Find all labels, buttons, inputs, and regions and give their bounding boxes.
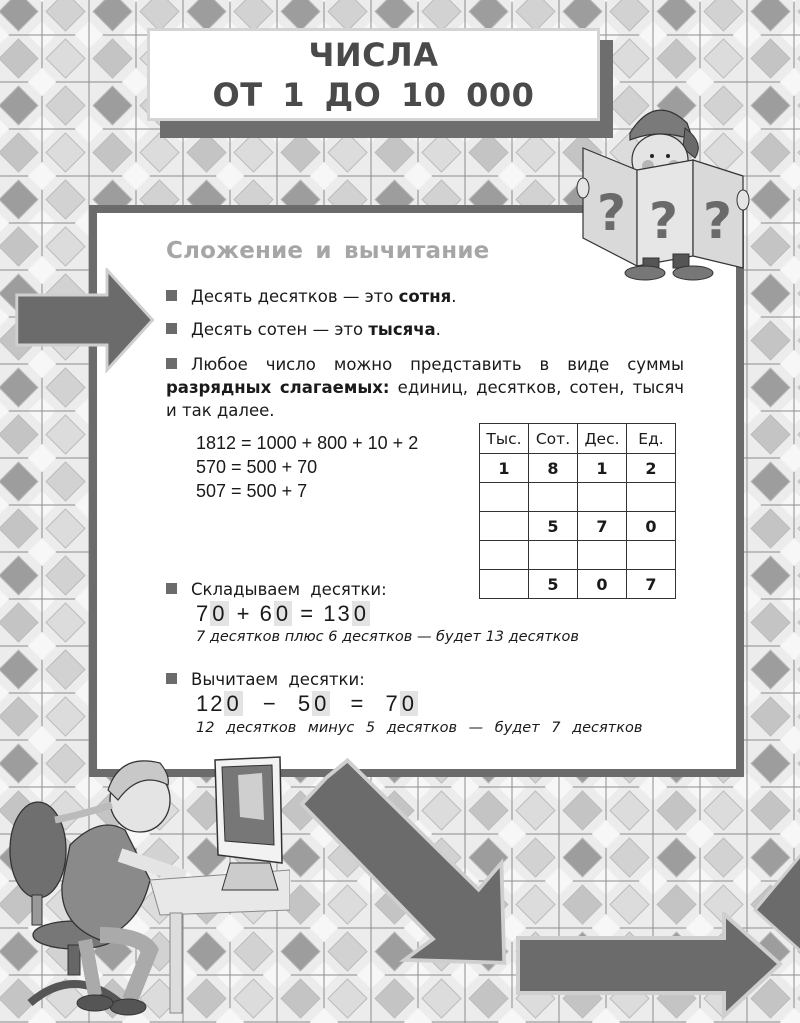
table-header-row — [480, 424, 676, 454]
table-row — [480, 541, 676, 570]
bullet-square-icon — [166, 358, 177, 369]
header-hundreds: Сот. — [529, 424, 578, 454]
header-thousands: Тыс. — [480, 424, 529, 454]
header-units: Ед. — [627, 424, 676, 454]
boy-with-question-sign-illustration — [575, 88, 750, 283]
table-cell — [480, 483, 529, 512]
place-value-table — [479, 423, 676, 599]
table-cell — [578, 483, 627, 512]
table-cell — [578, 541, 627, 570]
addition-label: Складываем десятки: — [166, 580, 387, 599]
table-cell: 2 — [627, 454, 676, 483]
bullet-square-icon — [166, 583, 177, 594]
table-cell — [529, 541, 578, 570]
table-row — [480, 570, 676, 599]
table-cell: 1 — [480, 454, 529, 483]
page-title-line-2: ОТ 1 ДО 10 000 — [212, 75, 535, 114]
table-cell: 7 — [578, 512, 627, 541]
bullet-square-icon — [166, 290, 177, 301]
question-mark-icon: ? — [649, 192, 679, 250]
table-cell: 8 — [529, 454, 578, 483]
table-cell: 7 — [627, 570, 676, 599]
question-mark-icon: ? — [703, 192, 733, 250]
table-cell: 0 — [578, 570, 627, 599]
section-title: Сложение и вычитание — [166, 238, 490, 264]
bullet-square-icon — [166, 323, 177, 334]
header-tens: Дес. — [578, 424, 627, 454]
bullet-square-icon — [166, 673, 177, 684]
equation-507: 507 = 500 + 7 — [196, 481, 308, 501]
fact-thousand: Десять сотен — это тысяча. — [166, 320, 441, 339]
table-cell — [529, 483, 578, 512]
subtraction-note: 12 десятков минус 5 десятков — будет 7 десятков — [196, 720, 643, 736]
table-cell: 5 — [529, 512, 578, 541]
table-cell: 1 — [578, 454, 627, 483]
equation-1812: 1812 = 1000 + 800 + 10 + 2 — [196, 433, 419, 453]
subtraction-label: Вычитаем десятки: — [166, 670, 365, 689]
table-cell — [480, 512, 529, 541]
question-mark-icon: ? — [597, 184, 627, 242]
title-box — [147, 28, 600, 121]
page-title-line-1: ЧИСЛА — [308, 35, 439, 74]
addition-equation: 70 + 60 = 130 — [196, 601, 368, 626]
partial-arrow-icon — [745, 840, 800, 960]
table-cell: 0 — [627, 512, 676, 541]
table-row — [480, 454, 676, 483]
girl-at-computer-illustration — [0, 745, 290, 1023]
table-row — [480, 512, 676, 541]
table-cell — [627, 541, 676, 570]
table-cell — [627, 483, 676, 512]
place-value-paragraph: Любое число можно представить в виде суммы разрядных слагаемых: единиц, десятков, сотен, тысяч и так далее. — [166, 355, 684, 420]
equation-570: 570 = 500 + 70 — [196, 457, 318, 477]
table-cell — [480, 541, 529, 570]
table-cell: 5 — [529, 570, 578, 599]
diagonal-arrow-icon — [295, 750, 525, 970]
fact-hundred: Десять десятков — это сотня. — [166, 287, 457, 306]
table-row — [480, 483, 676, 512]
table-cell — [480, 570, 529, 599]
addition-note: 7 десятков плюс 6 десятков — будет 13 десятков — [196, 629, 579, 645]
subtraction-equation: 120 − 50 = 70 — [196, 691, 416, 716]
right-arrow-icon — [15, 268, 155, 378]
